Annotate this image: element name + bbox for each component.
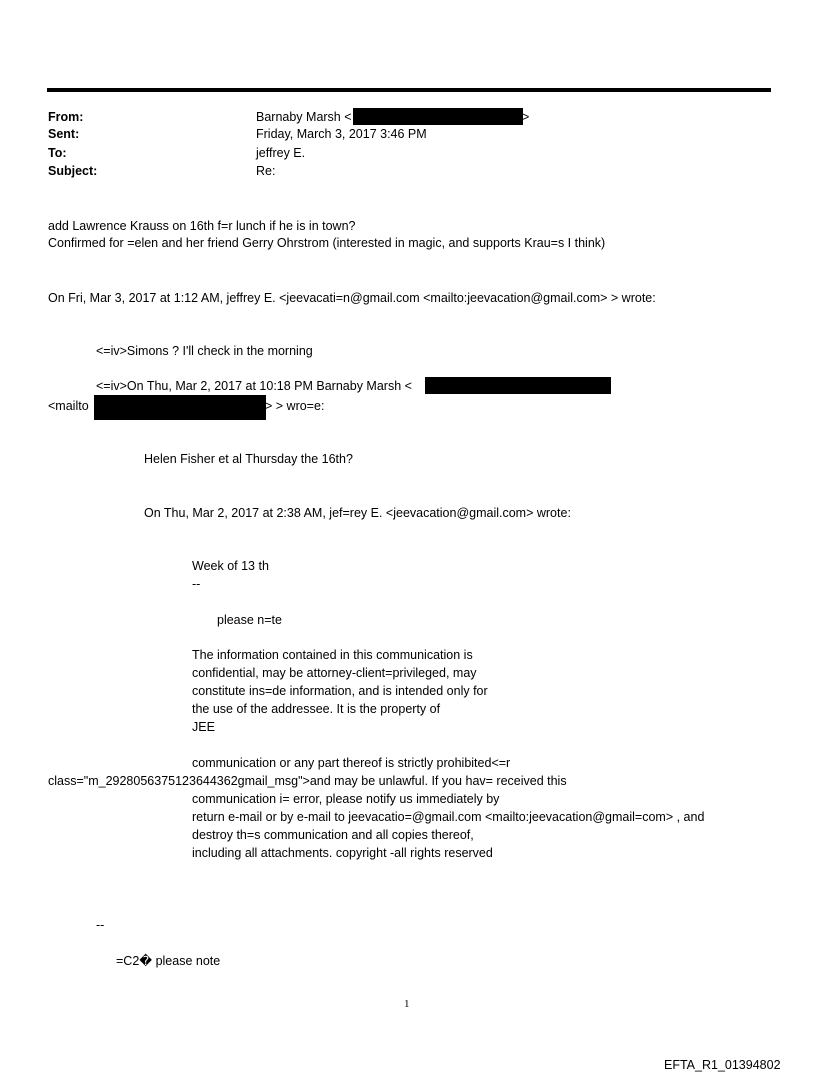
sent-value: Friday, March 3, 2017 3:46 PM xyxy=(256,127,427,141)
prohibited-line: destroy th=s communication and all copies thereof, xyxy=(192,828,474,842)
quote-2-header-b-start: <mailto xyxy=(48,399,89,413)
prohibited-line: return e-mail or by e-mail to jeevacatio=@gmail.com <mailto:jeevacation@gmail=com> , and xyxy=(192,810,705,824)
disclaimer-line: constitute ins=de information, and is intended only for xyxy=(192,684,488,698)
body-line-2: Confirmed for =elen and her friend Gerry Ohrstrom (interested in magic, and supports Krau=s I think) xyxy=(48,236,606,250)
redaction-box xyxy=(353,108,523,125)
prohibited-line: including all attachments. copyright -all rights reserved xyxy=(192,846,493,860)
sent-label: Sent: xyxy=(48,127,80,141)
please-note: please n=te xyxy=(217,613,282,627)
from-suffix: > xyxy=(522,110,530,124)
disclaimer-line: the use of the addressee. It is the property of xyxy=(192,702,441,716)
signature-dashes: -- xyxy=(192,577,201,591)
document-id: EFTA_R1_01394802 xyxy=(664,1058,781,1072)
prohibited-line: class="m_2928056375123644362gmail_msg">and may be unlawful. If you hav= received this xyxy=(48,774,567,788)
body-line-1: add Lawrence Krauss on 16th f=r lunch if he is in town? xyxy=(48,219,356,233)
redaction-box xyxy=(94,395,266,420)
quote-1-header: On Fri, Mar 3, 2017 at 1:12 AM, jeffrey E. <jeevacati=n@gmail.com <mailto:jeevacation@gmail.com> > wrote: xyxy=(48,291,656,305)
from-label: From: xyxy=(48,110,84,124)
quote-2-header-b-end: > > wro=e: xyxy=(265,399,325,413)
to-value: jeffrey E. xyxy=(256,146,306,160)
quote-1-text: <=iv>Simons ? I'll check in the morning xyxy=(96,344,313,358)
subject-label: Subject: xyxy=(48,164,98,178)
from-value: Barnaby Marsh < xyxy=(256,110,352,124)
to-label: To: xyxy=(48,146,67,160)
end-dashes: -- xyxy=(96,918,105,932)
disclaimer-line: confidential, may be attorney-client=privileged, may xyxy=(192,666,477,680)
prohibited-line: communication i= error, please notify us immediately by xyxy=(192,792,500,806)
page-number: 1 xyxy=(404,998,410,1010)
disclaimer-line: JEE xyxy=(192,720,215,734)
quote-2-text: Helen Fisher et al Thursday the 16th? xyxy=(144,452,353,466)
prohibited-line: communication or any part thereof is strictly prohibited<=r xyxy=(192,756,511,770)
header-rule xyxy=(47,88,771,92)
disclaimer-line: The information contained in this communication is xyxy=(192,648,473,662)
quote-2-header-a: <=iv>On Thu, Mar 2, 2017 at 10:18 PM Barnaby Marsh < xyxy=(96,379,412,393)
quote-3-header: On Thu, Mar 2, 2017 at 2:38 AM, jef=rey E. <jeevacation@gmail.com> wrote: xyxy=(144,506,571,520)
end-note: =C2� please note xyxy=(116,954,221,968)
redaction-box xyxy=(425,377,611,394)
subject-value: Re: xyxy=(256,164,276,178)
quote-3-text: Week of 13 th xyxy=(192,559,269,573)
